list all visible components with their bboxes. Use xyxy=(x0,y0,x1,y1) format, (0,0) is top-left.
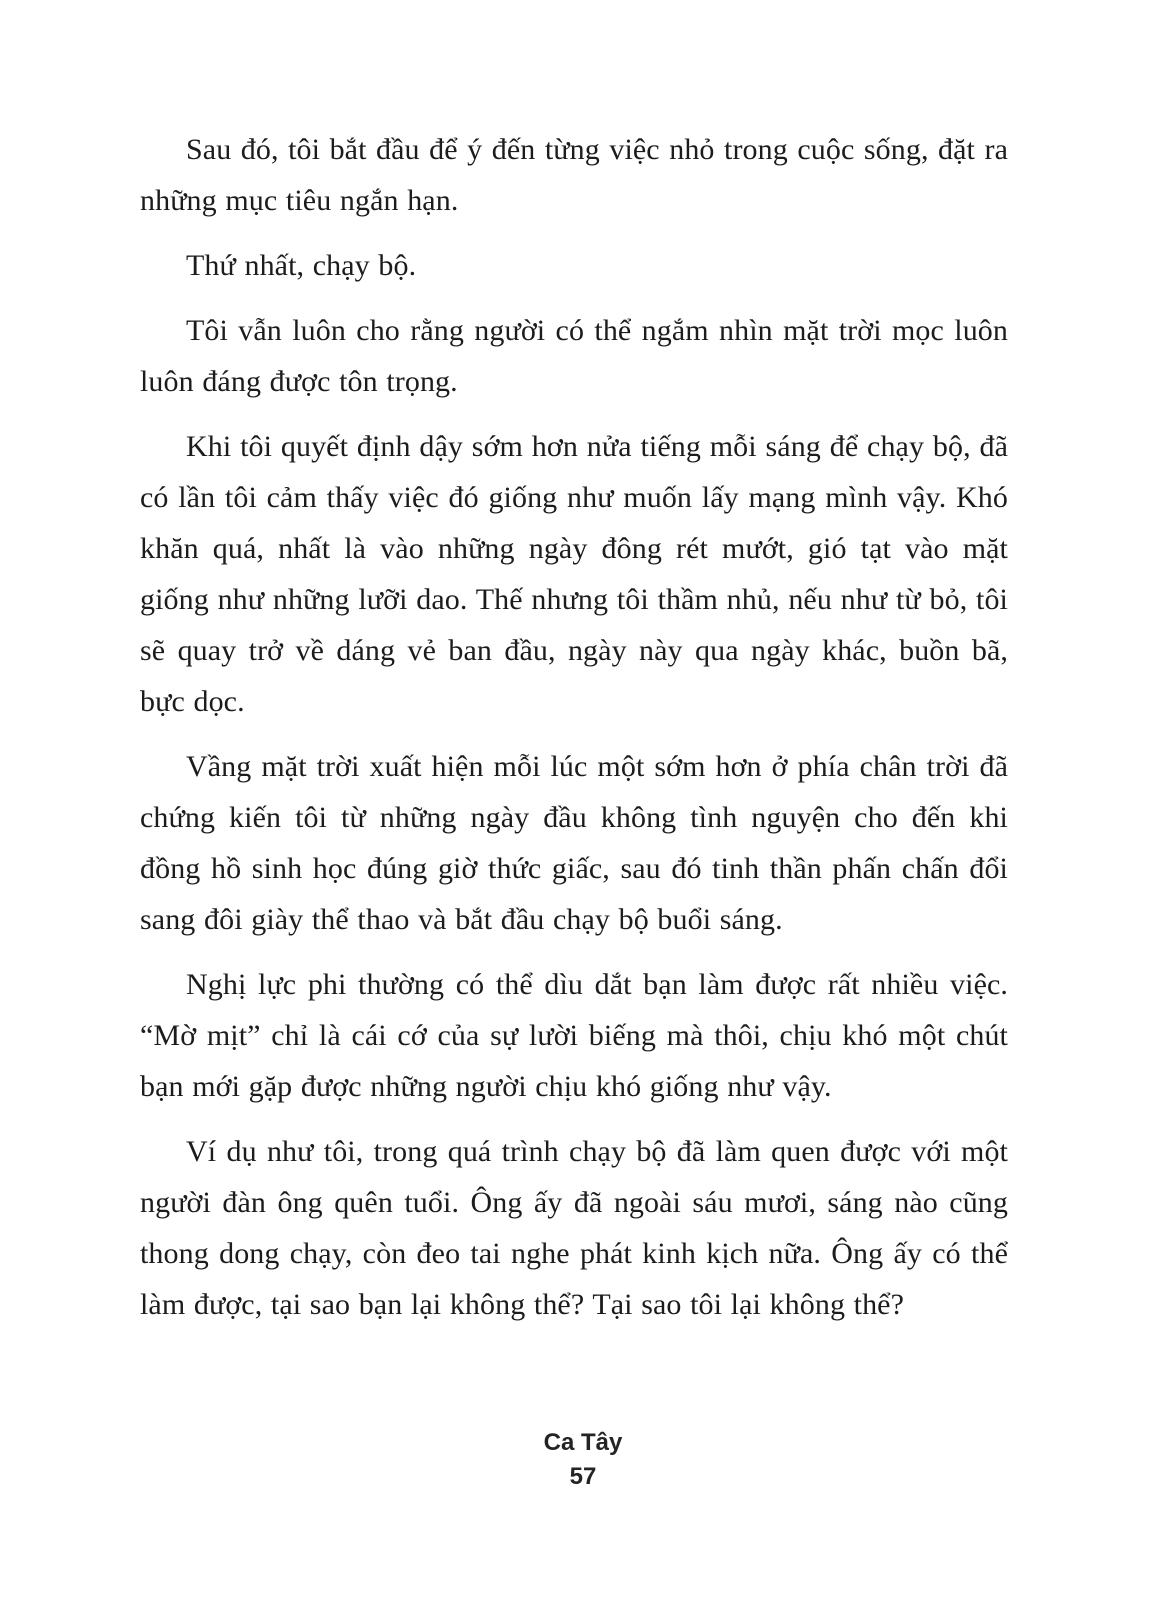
page-footer xyxy=(0,1428,1166,1492)
page-body-text xyxy=(140,124,1008,1344)
page-number: 57 xyxy=(569,1463,597,1490)
paragraph: Khi tôi quyết định dậy sớm hơn nửa tiếng mỗi sáng để chạy bộ, đã có lần tôi cảm thấy việc đó giống như muốn lấy mạng mình vậy. Khó khăn quá, nhất là vào những ngày đông rét mướt, gió tạt vào mặt giống như những lưỡi dao. Thế nhưng tôi thầm nhủ, nếu như từ bỏ, tôi sẽ quay trở về dáng vẻ ban đầu, ngày này qua ngày khác, buồn bã, bực dọc. xyxy=(140,430,1008,718)
paragraph: Ví dụ như tôi, trong quá trình chạy bộ đã làm quen được với một người đàn ông quên tuổi. Ông ấy đã ngoài sáu mươi, sáng nào cũng thong dong chạy, còn đeo tai nghe phát kinh kịch nữa. Ông ấy có thể làm được, tại sao bạn lại không thể? Tại sao tôi lại không thể? xyxy=(140,1135,1008,1321)
paragraph: Sau đó, tôi bắt đầu để ý đến từng việc nhỏ trong cuộc sống, đặt ra những mục tiêu ngắn hạn. xyxy=(140,133,1008,217)
paragraph: Nghị lực phi thường có thể dìu dắt bạn làm được rất nhiều việc. “Mờ mịt” chỉ là cái cớ của sự lười biếng mà thôi, chịu khó một chút bạn mới gặp được những người chịu khó giống như vậy. xyxy=(140,968,1008,1103)
paragraph: Tôi vẫn luôn cho rằng người có thể ngắm nhìn mặt trời mọc luôn luôn đáng được tôn trọng. xyxy=(140,314,1008,398)
running-title: Ca Tây xyxy=(543,1429,623,1456)
paragraph: Thứ nhất, chạy bộ. xyxy=(186,249,417,282)
paragraph: Vầng mặt trời xuất hiện mỗi lúc một sớm hơn ở phía chân trời đã chứng kiến tôi từ những ngày đầu không tình nguyện cho đến khi đồng hồ sinh học đúng giờ thức giấc, sau đó tinh thần phấn chấn đổi sang đôi giày thể thao và bắt đầu chạy bộ buổi sáng. xyxy=(140,750,1008,936)
